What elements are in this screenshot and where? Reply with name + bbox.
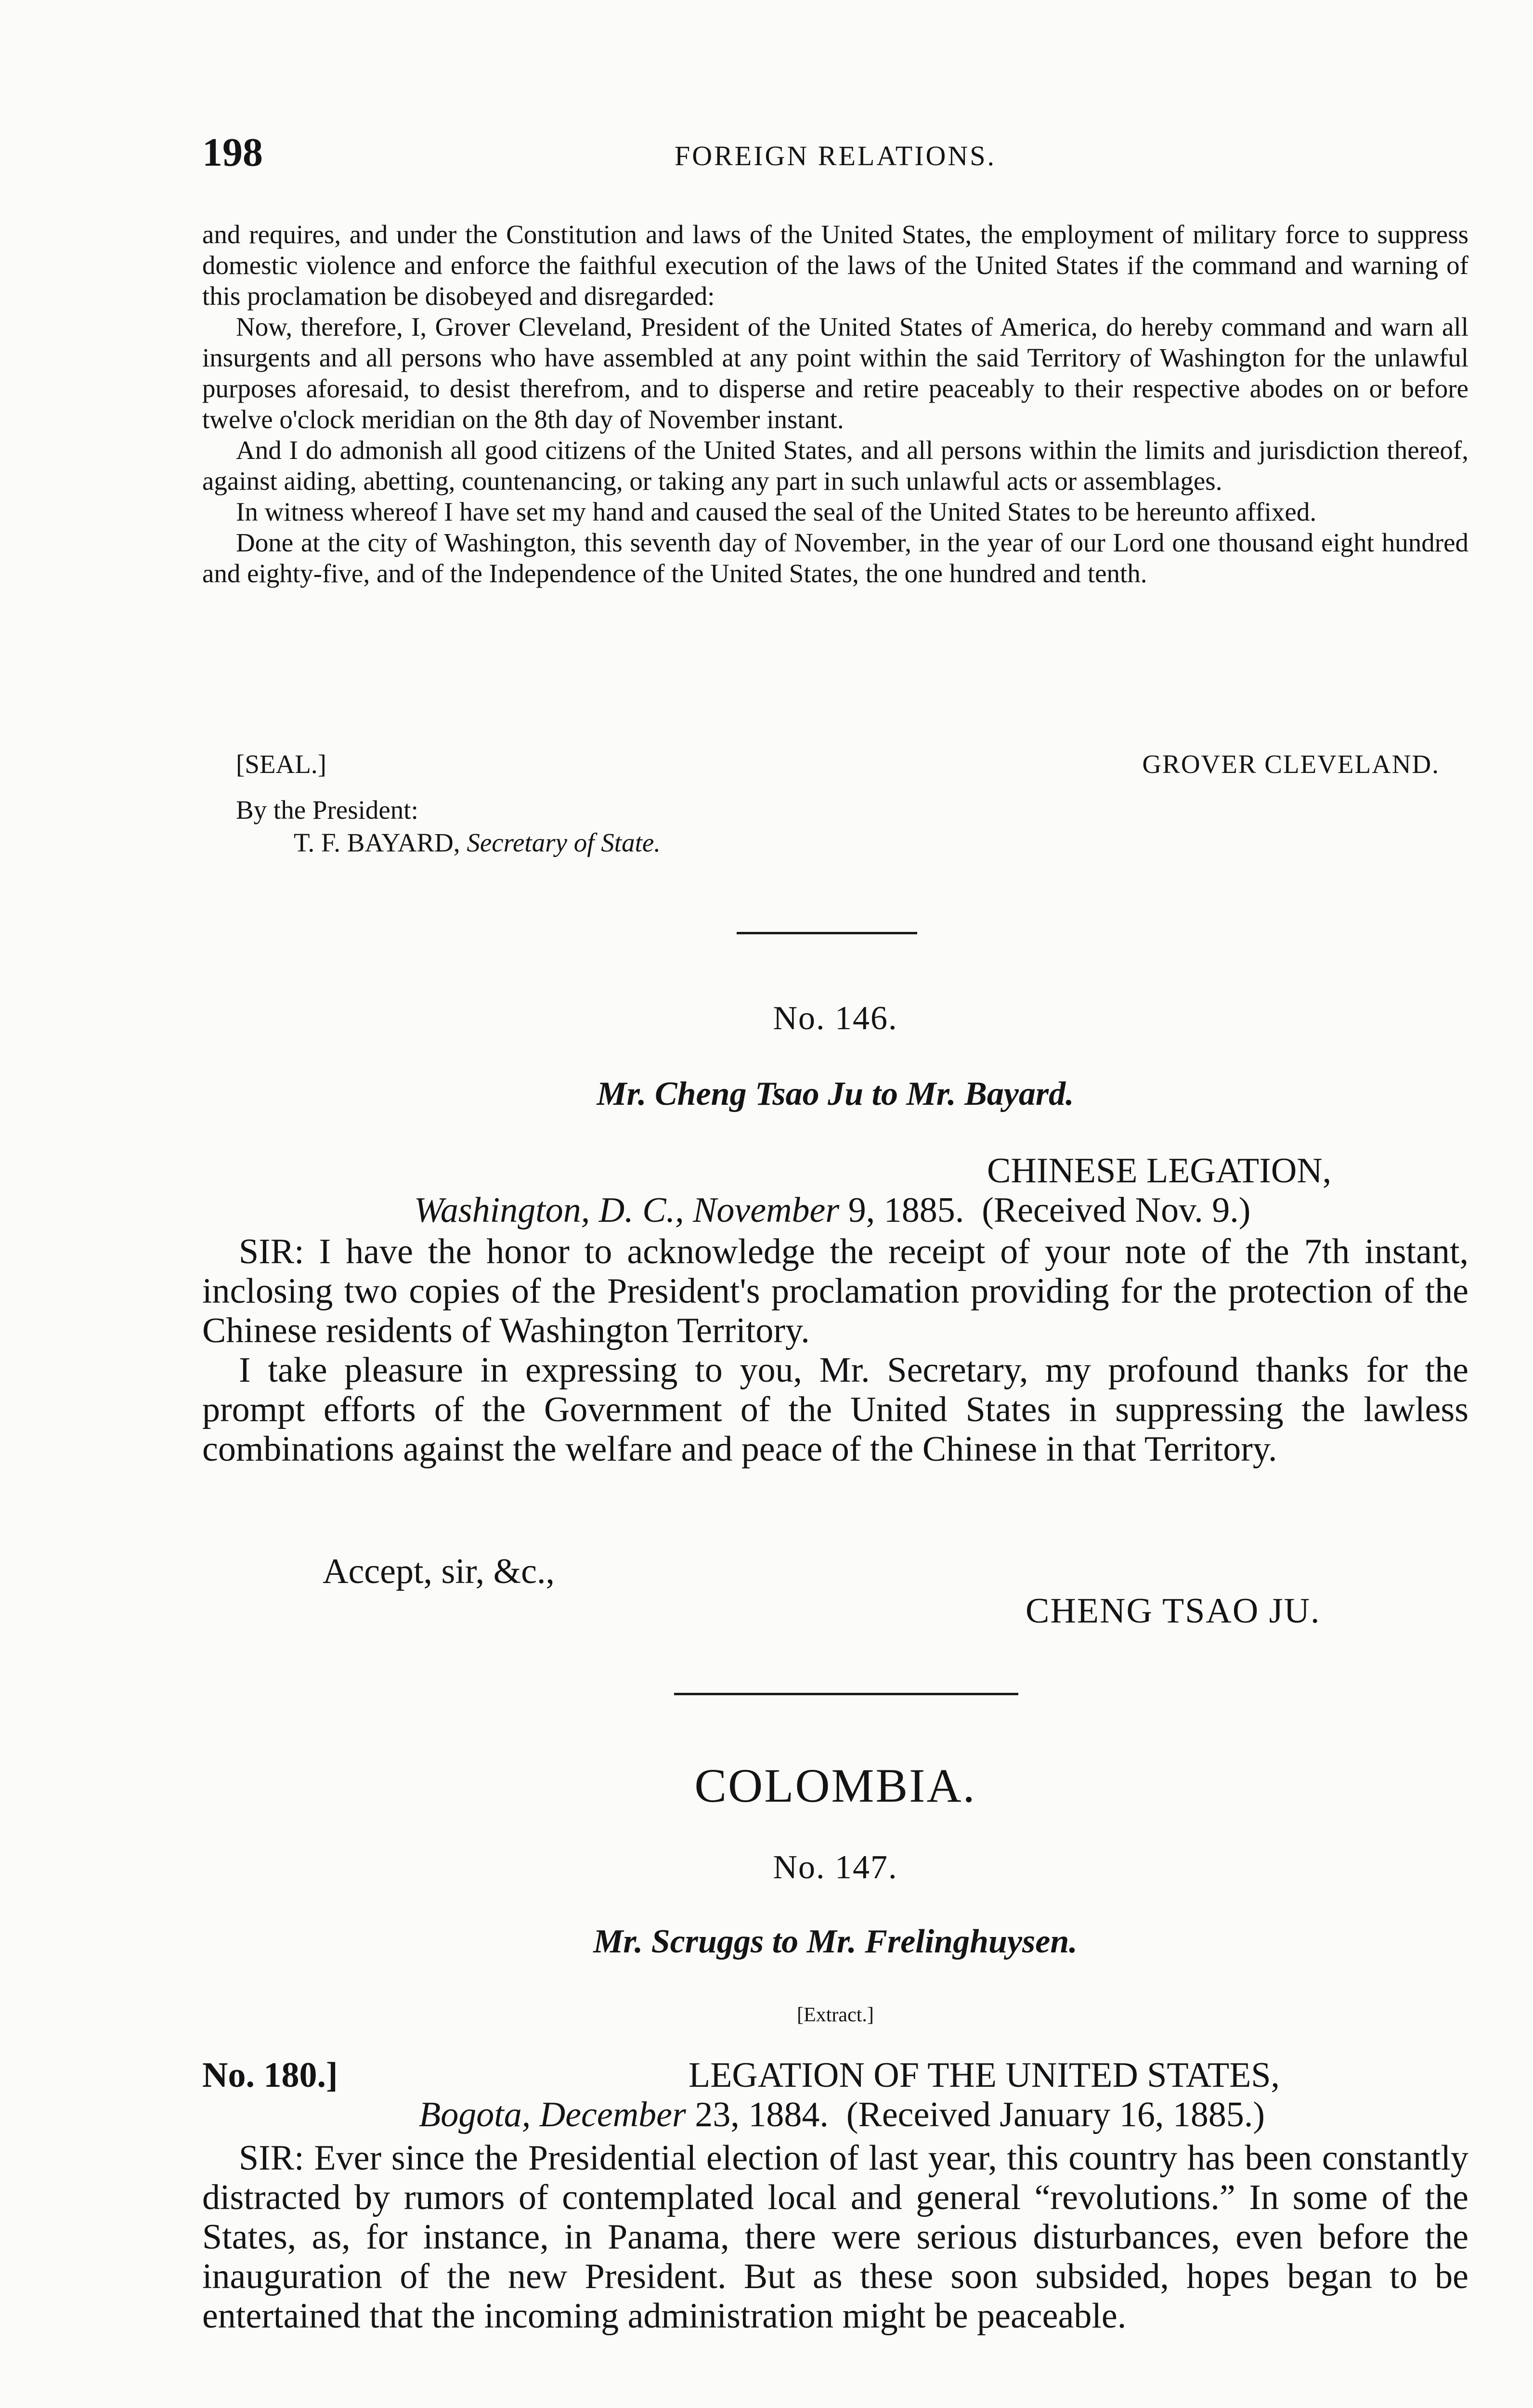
salutation: SIR: — [239, 2138, 304, 2178]
country-heading: COLOMBIA. — [694, 1759, 976, 1812]
letter-paragraph: I take pleasure in expressing to you, Mr. Secretary, my profound thanks for the prompt efforts of the Government of the United States in suppressing the lawless combinations against the welfare and peace of the Chinese in that Territory. — [202, 1350, 1468, 1469]
legation-line: CHINESE LEGATION, — [987, 1151, 1332, 1191]
section-divider — [737, 932, 917, 934]
document-number: No. 147. — [773, 1849, 898, 1886]
received-note: (Received Nov. 9.) — [982, 1191, 1251, 1230]
proclamation-paragraph: In witness whereof I have set my hand and caused the seal of the United States to be hereunto affixed. — [236, 497, 1317, 526]
running-head: FOREIGN RELATIONS. — [674, 140, 997, 171]
legation-line: LEGATION OF THE UNITED STATES, — [689, 2055, 1280, 2095]
proclamation-paragraph: And I do admonish all good citizens of the United States, and all persons within the limits and jurisdiction thereof, against aiding, abetting, countenancing, or taking any part in such unlawful acts or assemblages. — [202, 435, 1468, 496]
document-number: No. 146. — [773, 1000, 898, 1037]
document-title: Mr. Cheng Tsao Ju to Mr. Bayard. — [597, 1075, 1074, 1112]
seal-signature-row — [202, 749, 1468, 783]
document-title: Mr. Scruggs to Mr. Frelinghuysen. — [593, 1923, 1078, 1960]
countersign-name: T. F. BAYARD, — [294, 828, 460, 857]
letter-signature: CHENG TSAO JU. — [1026, 1591, 1321, 1631]
page-header — [202, 129, 1468, 177]
dateline: Washington, D. C., November 9, 1885. (Received Nov. 9.) — [414, 1191, 1251, 1230]
president-signature: GROVER CLEVELAND. — [1142, 749, 1440, 779]
countersign-title: Secretary of State. — [467, 828, 661, 857]
section-divider — [674, 1693, 1018, 1695]
extract-note: [Extract.] — [797, 2004, 874, 2026]
dispatch-number: No. 180.] — [202, 2055, 338, 2095]
by-the-president: By the President: — [236, 795, 418, 824]
dateline: Bogota, December 23, 1884. (Received January 16, 1885.) — [419, 2095, 1265, 2134]
proclamation-paragraph: Now, therefore, I, Grover Cleveland, President of the United States of America, do hereby command and warn all insurgents and all persons who have assembled at any point within the said Territory of Washington for the unlawful purposes aforesaid, to desist therefrom, and to disperse and retire peaceably to their respective abodes on or before twelve o'clock meridian on the 8th day of November instant. — [202, 312, 1468, 434]
closing: Accept, sir, &c., — [323, 1552, 555, 1591]
proclamation-text — [202, 219, 1468, 589]
seal-mark: [SEAL.] — [236, 749, 326, 779]
countersignature — [202, 827, 1468, 861]
dispatch-paragraph: SIR: Ever since the Presidential election of last year, this country has been constantly distracted by rumors of contemplated local and general “revolutions.” In some of the States, as, for instance, in Panama, there were serious disturbances, even before the inauguration of the new President. But as these soon subsided, hopes began to be entertained that the incoming administration might be peaceable. — [202, 2138, 1468, 2336]
salutation: SIR: — [239, 1232, 304, 1271]
received-note: (Received January 16, 1885.) — [846, 2095, 1265, 2134]
letter-paragraph: SIR: I have the honor to acknowledge the receipt of your note of the 7th instant, inclosing two copies of the President's proclamation providing for the protection of the Chinese residents of Washington Territory. — [202, 1232, 1469, 1350]
proclamation-paragraph: Done at the city of Washington, this seventh day of November, in the year of our Lord one thousand eight hundred and eighty-five, and of the Independence of the United States, the one hundred and tenth. — [202, 528, 1468, 588]
proclamation-paragraph: and requires, and under the Constitution and laws of the United States, the employment of military force to suppress domestic violence and enforce the faithful execution of the laws of the United States if the command and warning of this proclamation be disobeyed and disregarded: — [202, 220, 1468, 311]
dispatch-body — [202, 2138, 1468, 2336]
page-number: 198 — [202, 130, 263, 175]
letter-body — [202, 1232, 1468, 1469]
